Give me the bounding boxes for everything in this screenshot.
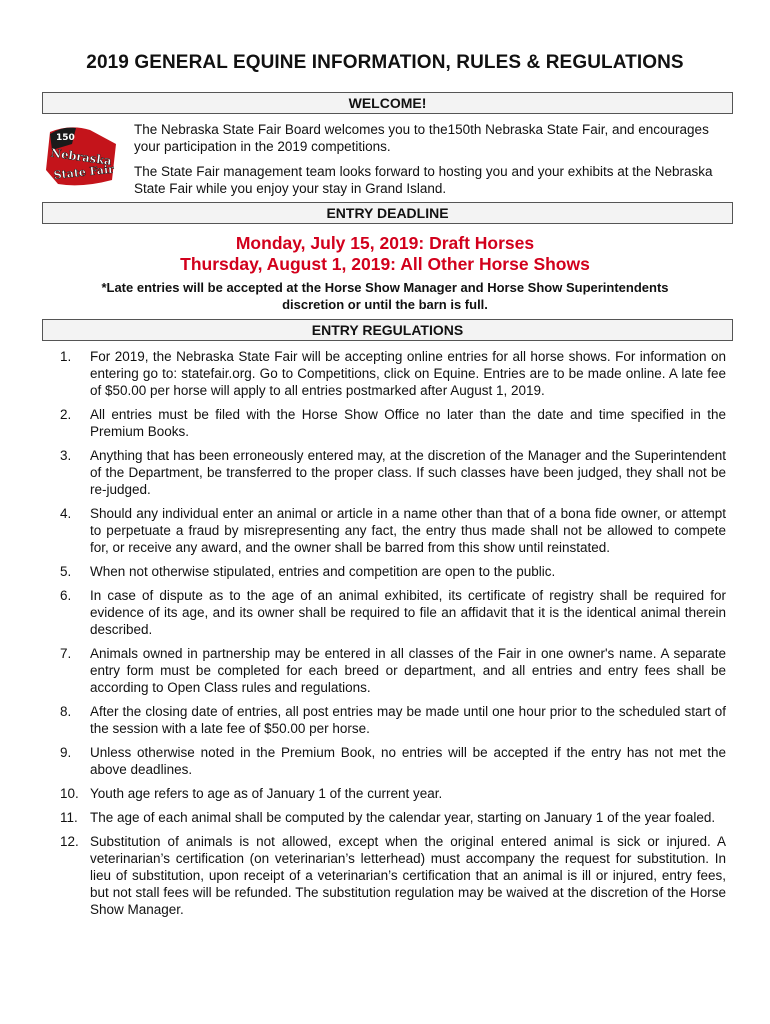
- regulation-number: 5.: [60, 564, 72, 579]
- regulation-number: 3.: [60, 448, 72, 463]
- regulation-number: 2.: [60, 407, 72, 422]
- entry-regulations-heading: ENTRY REGULATIONS: [42, 319, 733, 341]
- regulation-number: 9.: [60, 745, 72, 760]
- logo-anniversary: 150: [56, 133, 75, 143]
- regulation-number: 8.: [60, 704, 72, 719]
- regulation-text: Anything that has been erroneously entered may, at the discretion of the Manager and the Superintendent of the Department, be transferred to the proper class. If such classes have been judged, they shall not be re-judged.: [90, 448, 726, 497]
- regulation-text: Youth age refers to age as of January 1 of the current year.: [90, 786, 443, 801]
- regulation-text: For 2019, the Nebraska State Fair will be accepting online entries for all horse shows. For information on entering go to: statefair.org. Go to Competitions, click on Equine. Entries are to be made online. A late fee of $50.00 per horse will apply to all entries postmarked after August 1, 2019.: [90, 349, 726, 398]
- regulation-number: 6.: [60, 588, 72, 603]
- regulation-text: When not otherwise stipulated, entries and competition are open to the public.: [90, 564, 556, 579]
- welcome-paragraph-1: The Nebraska State Fair Board welcomes you to the150th Nebraska State Fair, and encourages your participation in the 2019 competitions.: [134, 122, 709, 154]
- regulation-item: [60, 833, 726, 918]
- page-title: 2019 GENERAL EQUINE INFORMATION, RULES & REGULATIONS: [86, 52, 684, 73]
- regulation-item: [60, 447, 726, 498]
- regulation-item: [60, 785, 726, 802]
- regulation-item: [60, 744, 726, 778]
- state-fair-logo: [42, 118, 120, 190]
- welcome-heading: WELCOME!: [42, 92, 733, 114]
- regulation-item: [60, 348, 726, 399]
- regulation-item: [60, 505, 726, 556]
- regulation-item: [60, 703, 726, 737]
- regulation-number: 1.: [60, 349, 72, 364]
- regulation-text: Substitution of animals is not allowed, except when the original entered animal is sick or injured. A veterinarian’s certification (on veterinarian’s letterhead) must accompany the request for substitution. In lieu of substitution, upon receipt of a veterinarian’s certification that an animal is ill or injured, entry fees, but not stall fees will be refunded. The substitution regulation may be waived at the discretion of the Horse Show Manager.: [90, 834, 726, 917]
- regulation-text: Unless otherwise noted in the Premium Book, no entries will be accepted if the entry has not met the above deadlines.: [90, 745, 726, 777]
- regulations-list: [60, 348, 726, 925]
- deadline-draft-horses: Monday, July 15, 2019: Draft Horses: [235, 233, 535, 253]
- logo-line-2: State Fair: [53, 162, 115, 182]
- regulation-item: [60, 645, 726, 696]
- regulation-number: 4.: [60, 506, 72, 521]
- regulation-text: In case of dispute as to the age of an animal exhibited, its certificate of registry shall be required for evidence of its age, and its owner shall be required to file an affidavit that it is the identical animal therein described.: [90, 588, 726, 637]
- regulation-text: Should any individual enter an animal or article in a name other than that of a bona fide owner, or attempt to perpetuate a fraud by misrepresenting any fact, the entry thus made shall not be allowed to compete for, or receive any award, and the owner shall be barred from this show until reinstated.: [90, 506, 726, 555]
- regulation-number: 12.: [60, 834, 79, 849]
- regulation-item: [60, 406, 726, 440]
- welcome-body: [134, 121, 734, 205]
- regulation-text: All entries must be filed with the Horse Show Office no later than the date and time specified in the Premium Books.: [90, 407, 726, 439]
- regulation-number: 10.: [60, 786, 79, 801]
- regulation-item: [60, 587, 726, 638]
- regulation-text: The age of each animal shall be computed by the calendar year, starting on January 1 of the year foaled.: [90, 810, 716, 825]
- welcome-paragraph-2: The State Fair management team looks forward to hosting you and your exhibits at the Nebraska State Fair while you enjoy your stay in Grand Island.: [134, 164, 713, 196]
- entry-deadline-heading: ENTRY DEADLINE: [42, 202, 733, 224]
- late-entries-note: *Late entries will be accepted at the Horse Show Manager and Horse Show Superintendents discretion or until the barn is full.: [101, 280, 669, 312]
- regulation-item: [60, 563, 726, 580]
- regulation-item: [60, 809, 726, 826]
- regulation-text: Animals owned in partnership may be entered in all classes of the Fair in one owner's name. A separate entry form must be completed for each breed or department, and all entries and entry fees shall be according to Open Class rules and regulations.: [90, 646, 726, 695]
- regulation-number: 7.: [60, 646, 72, 661]
- logo-line-1: Nebraska: [49, 145, 113, 169]
- regulation-text: After the closing date of entries, all post entries may be made until one hour prior to the scheduled start of the session with a late fee of $50.00 per horse.: [90, 704, 726, 736]
- regulation-number: 11.: [60, 810, 78, 825]
- deadline-other-shows: Thursday, August 1, 2019: All Other Horse Shows: [180, 254, 590, 274]
